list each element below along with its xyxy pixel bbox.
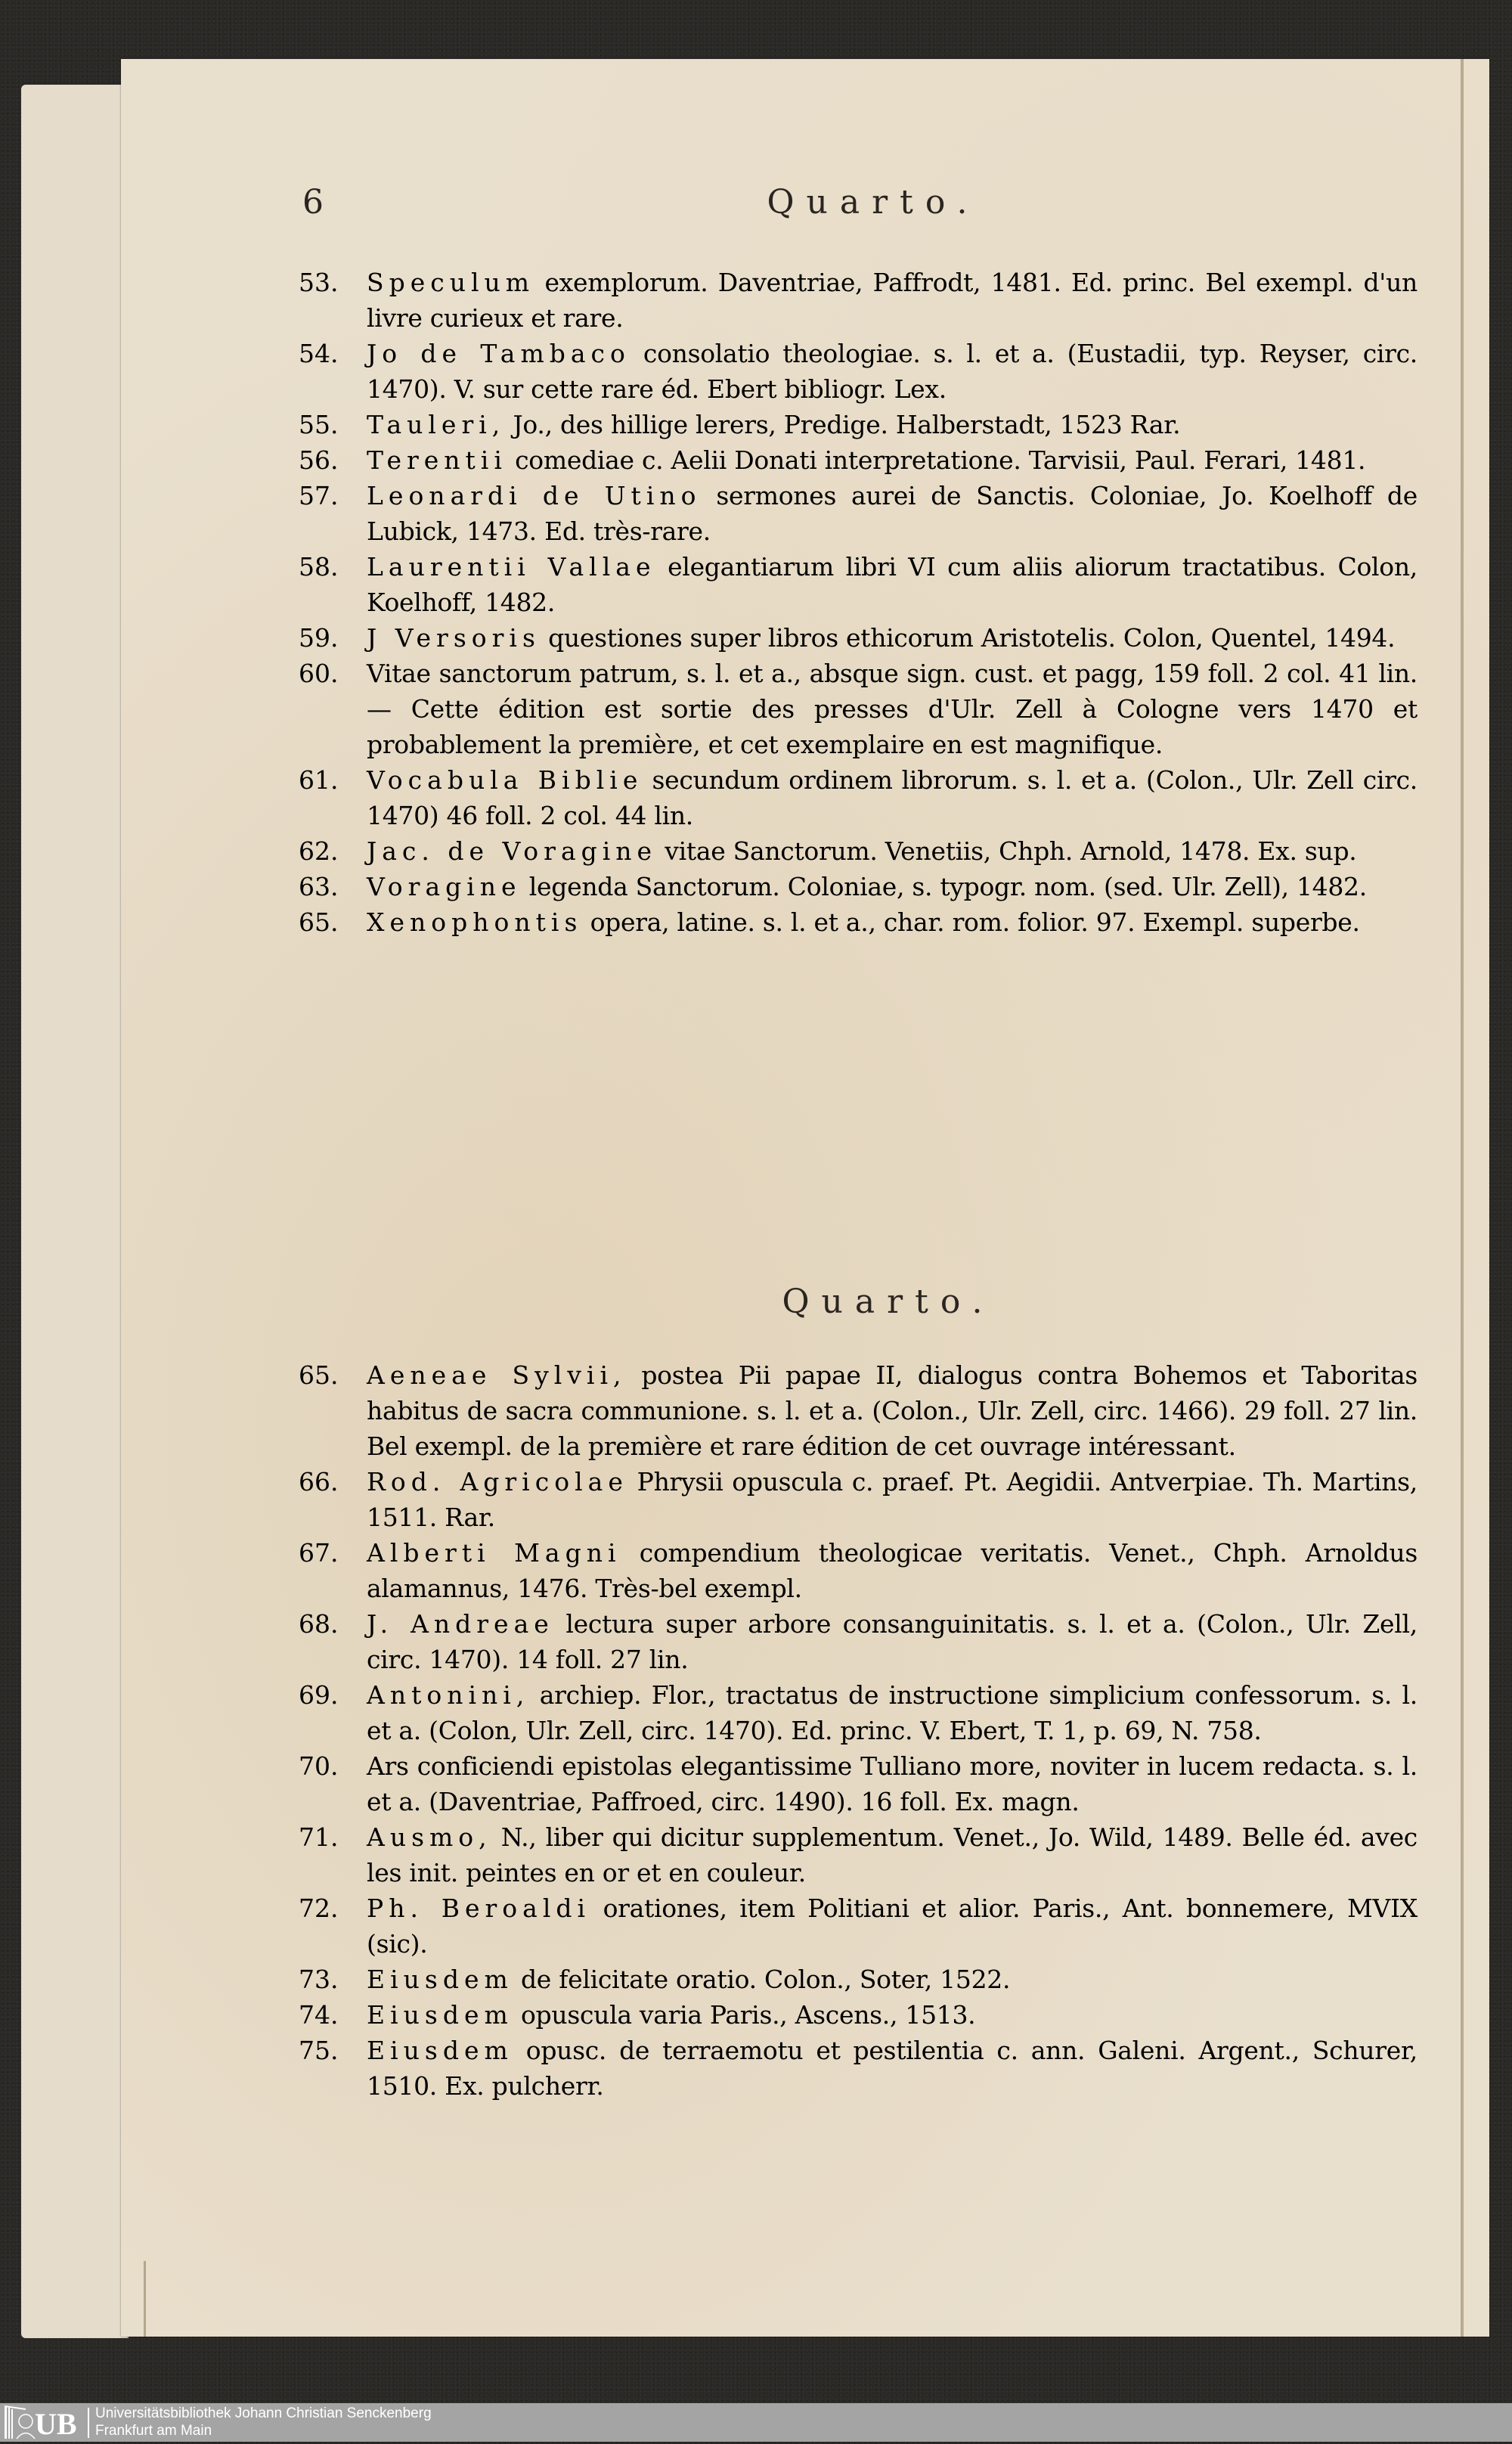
catalog-entry [299, 1748, 1418, 1819]
footer-divider [88, 2408, 89, 2438]
entry-number: 63. [299, 872, 339, 901]
entry-description: consolatio theologiae. s. l. et a. (Eustadii, typ. Reyser, circ. 1470). V. sur cette rare éd. Ebert bibliogr. Lex. [367, 339, 1418, 404]
entry-text [367, 1606, 1418, 1677]
entry-description: Ars conficiendi epistolas elegantissime Tulliano more, noviter in lucem redacta. s. l. et a. (Daventriae, Paffroed, circ. 1490). 16 foll. Ex. magn. [367, 1751, 1418, 1816]
entry-description: orationes, item Politiani et alior. Paris., Ant. bonnemere, MVIX (sic). [367, 1893, 1418, 1959]
entry-text [367, 1677, 1418, 1748]
entry-text [367, 1997, 1418, 2033]
entry-description: vitae Sanctorum. Venetiis, Chph. Arnold, 1478. Ex. sup. [657, 836, 1357, 866]
catalog-entry [299, 2033, 1418, 2104]
entry-author: Jac. de Voragine [367, 836, 658, 866]
entry-number: 69. [299, 1680, 339, 1710]
running-head [299, 183, 1418, 228]
entry-number: 70. [299, 1751, 339, 1781]
library-footer [0, 2403, 1512, 2442]
entry-description: de felicitate oratio. Colon., Soter, 1522. [513, 1965, 1011, 1994]
entry-author: Vocabula Biblie [367, 765, 643, 795]
entry-description: Phrysii opuscula c. praef. Pt. Aegidii. Antverpiae. Th. Martins, 1511. Rar. [367, 1467, 1418, 1532]
entry-author: Ausmo, [367, 1822, 492, 1852]
entry-description: opusc. de terraemotu et pestilentia c. ann. Galeni. Argent., Schurer, 1510. Ex. pulcherr. [367, 2036, 1418, 2101]
entry-description: archiep. Flor., tractatus de instructione simplicium confessorum. s. l. et a. (Colon, Ulr. Zell, circ. 1470). Ed. princ. V. Ebert, T. 1, p. 69, N. 758. [367, 1680, 1418, 1745]
entry-text [367, 1535, 1418, 1606]
entry-author: Rod. Agricolae [367, 1467, 628, 1496]
entry-description: secundum ordinem librorum. s. l. et a. (Colon., Ulr. Zell circ. 1470) 46 foll. 2 col. 44 lin. [367, 765, 1418, 830]
entry-number: 74. [299, 2000, 339, 2030]
catalog-entry [299, 549, 1418, 620]
catalog-entry [299, 869, 1418, 904]
entry-text [367, 656, 1418, 762]
entry-number: 60. [299, 659, 339, 688]
entry-author: Speculum [367, 268, 535, 297]
entry-text [367, 869, 1418, 904]
entry-author: J Versoris [367, 623, 541, 653]
back-leaf [21, 85, 129, 2338]
entry-description: comediae c. Aelii Donati interpretatione. Tarvisii, Paul. Ferari, 1481. [507, 445, 1366, 475]
entry-author: Eiusdem [367, 1965, 513, 1994]
entry-author: Eiusdem [367, 2036, 513, 2065]
entry-author: J. Andreae [367, 1609, 554, 1639]
catalog-entry [299, 1464, 1418, 1535]
entry-number: 57. [299, 481, 339, 510]
entry-text [367, 1819, 1418, 1890]
entry-text [367, 1748, 1418, 1819]
entry-description: exemplorum. Daventriae, Paffrodt, 1481. Ed. princ. Bel exempl. d'un livre curieux et rare. [367, 268, 1418, 333]
catalog-entry [299, 407, 1418, 442]
entry-number: 59. [299, 623, 339, 653]
catalog-entry [299, 1535, 1418, 1606]
entry-description: sermones aurei de Sanctis. Coloniae, Jo. Koelhoff de Lubick, 1473. Ed. très-rare. [367, 481, 1418, 546]
catalog-entry [299, 1997, 1418, 2033]
entry-number: 56. [299, 445, 339, 475]
catalog-entry [299, 1890, 1418, 1962]
catalog-entry [299, 442, 1418, 478]
entry-author: Laurentii Vallae [367, 552, 656, 582]
entry-number: 73. [299, 1965, 339, 1994]
entry-author: Tauleri, [367, 410, 506, 439]
entry-list-section-1 [299, 265, 1418, 940]
catalog-entry [299, 904, 1418, 940]
entry-text [367, 407, 1418, 442]
entry-text [367, 1357, 1418, 1464]
entry-text [367, 336, 1418, 407]
catalog-entry [299, 762, 1418, 833]
catalog-entry [299, 620, 1418, 656]
entry-description: Vitae sanctorum patrum, s. l. et a., absque sign. cust. et pagg, 159 foll. 2 col. 41 lin. — Cette édition est sortie des presses d'Ulr. Zell à Cologne vers 1470 et probablement la première, et cet exemplaire en est magnifique. [367, 659, 1418, 759]
entry-description: opera, latine. s. l. et a., char. rom. folior. 97. Exempl. superbe. [582, 907, 1360, 937]
entry-number: 65. [299, 1360, 339, 1390]
entry-text [367, 1464, 1418, 1535]
entry-author: Leonardi de Utino [367, 481, 702, 510]
page-fold-left [144, 2261, 146, 2337]
entry-number: 55. [299, 410, 339, 439]
institution-name: Universitätsbibliothek Johann Christian Senckenberg [95, 2405, 432, 2421]
catalog-entry [299, 1357, 1418, 1464]
entry-author: Eiusdem [367, 2000, 513, 2030]
catalog-entry [299, 478, 1418, 549]
entry-list-section-2 [299, 1357, 1418, 2104]
entry-author: Ph. Beroaldi [367, 1893, 591, 1923]
entry-text [367, 549, 1418, 620]
entry-author: Antonini, [367, 1680, 530, 1710]
entry-text [367, 265, 1418, 336]
entry-text [367, 620, 1418, 656]
entry-text [367, 442, 1418, 478]
ub-logo-text: UB [35, 2407, 77, 2441]
entry-description: compendium theologicae veritatis. Venet., Chph. Arnoldus alamannus, 1476. Très-bel exempl. [367, 1538, 1418, 1603]
entry-number: 61. [299, 765, 339, 795]
entry-description: questiones super libros ethicorum Aristotelis. Colon, Quentel, 1494. [540, 623, 1396, 653]
entry-text [367, 904, 1418, 940]
entry-description: legenda Sanctorum. Coloniae, s. typogr. nom. (sed. Ulr. Zell), 1482. [521, 872, 1367, 901]
entry-author: Aeneae Sylvii, [367, 1360, 627, 1390]
catalog-entry [299, 1819, 1418, 1890]
entry-number: 66. [299, 1467, 339, 1496]
entry-text [367, 1890, 1418, 1962]
entry-author: Terentii [367, 445, 507, 475]
entry-number: 72. [299, 1893, 339, 1923]
entry-description: postea Pii papae II, dialogus contra Bohemos et Taboritas habitus de sacra communione. s. l. et a. (Colon., Ulr. Zell, circ. 1466). 29 foll. 27 lin. Bel exempl. de la première et rare édition de cet ouvrage intéressant. [367, 1360, 1418, 1461]
entry-author: Voragine [367, 872, 522, 901]
entry-author: Xenophontis [367, 907, 583, 937]
entry-number: 65. [299, 907, 339, 937]
entry-number: 58. [299, 552, 339, 582]
entry-text [367, 762, 1418, 833]
entry-author: Jo de Tambaco [367, 339, 631, 368]
catalog-entry [299, 833, 1418, 869]
catalog-entry [299, 1962, 1418, 1997]
entry-number: 75. [299, 2036, 339, 2065]
entry-number: 71. [299, 1822, 339, 1852]
entry-description: N., liber qui dicitur supplementum. Venet., Jo. Wild, 1489. Belle éd. avec les init. peintes en or et en couleur. [367, 1822, 1418, 1887]
catalog-entry [299, 1677, 1418, 1748]
ub-logo [3, 2405, 88, 2440]
entry-text [367, 478, 1418, 549]
entry-description: Jo., des hillige lerers, Predige. Halberstadt, 1523 Rar. [505, 410, 1181, 439]
catalog-entry [299, 336, 1418, 407]
entry-number: 53. [299, 268, 339, 297]
entry-author: Alberti Magni [367, 1538, 621, 1568]
entry-number: 54. [299, 339, 339, 368]
section-title: Quarto. [782, 1282, 995, 1321]
entry-text [367, 1962, 1418, 1997]
catalog-entry [299, 1606, 1418, 1677]
entry-description: elegantiarum libri VI cum aliis aliorum tractatibus. Colon, Koelhoff, 1482. [367, 552, 1418, 617]
entry-number: 67. [299, 1538, 339, 1568]
page-fold-right [1461, 59, 1464, 2337]
entry-text [367, 833, 1418, 869]
page-number: 6 [302, 183, 324, 222]
catalog-entry [299, 656, 1418, 762]
institution-city: Frankfurt am Main [95, 2423, 212, 2439]
entry-number: 62. [299, 836, 339, 866]
page-title: Quarto. [767, 183, 980, 222]
entry-description: lectura super arbore consanguinitatis. s. l. et a. (Colon., Ulr. Zell, circ. 1470). 14 foll. 27 lin. [367, 1609, 1418, 1674]
entry-description: opuscula varia Paris., Ascens., 1513. [513, 2000, 976, 2030]
catalog-entry [299, 265, 1418, 336]
entry-text [367, 2033, 1418, 2104]
entry-number: 68. [299, 1609, 339, 1639]
